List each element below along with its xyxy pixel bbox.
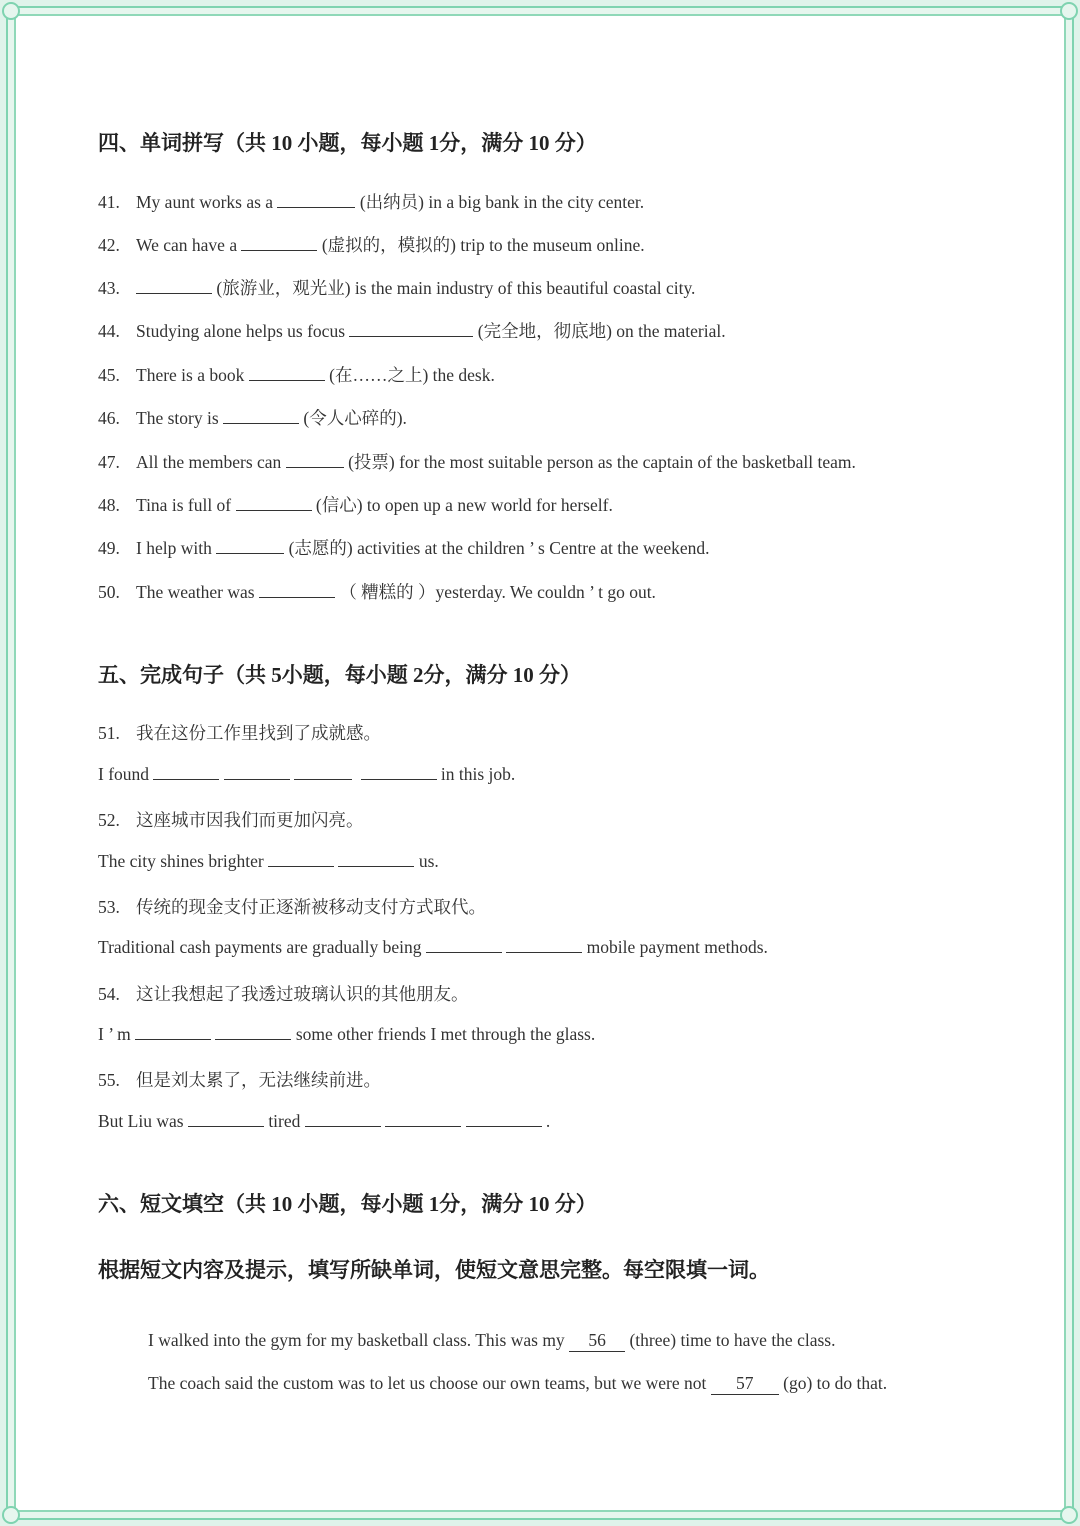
answer-blank[interactable] (223, 409, 299, 424)
question-text: All the members can (136, 452, 282, 472)
answer-blank[interactable] (259, 583, 335, 598)
answer-blank[interactable] (277, 193, 355, 208)
question-50 (98, 579, 656, 604)
question-text: There is a book (136, 365, 245, 385)
question-number: 44. (98, 321, 120, 341)
question-46 (98, 405, 407, 430)
question-text: Studying alone helps us focus (136, 321, 346, 341)
sentence-end: us. (418, 851, 439, 871)
question-hint: (完全地，彻底地) on the material. (477, 321, 726, 341)
answer-blank[interactable] (286, 453, 344, 468)
question-53-english (98, 937, 768, 958)
question-hint: (令人心碎的). (303, 408, 407, 428)
answer-blank[interactable] (215, 1025, 291, 1040)
question-text: We can have a (136, 235, 238, 255)
sentence-end: . (545, 1111, 551, 1131)
answer-blank[interactable] (349, 322, 473, 337)
question-hint: (旅游业，观光业) is the main industry of this beautiful coastal city. (216, 278, 696, 298)
sentence-start: The city shines brighter (98, 851, 264, 871)
question-number: 46. (98, 408, 120, 428)
sentence-start: Traditional cash payments are gradually being (98, 937, 422, 957)
question-number: 51. (98, 723, 120, 743)
answer-blank[interactable] (224, 765, 290, 780)
answer-blank[interactable] (236, 496, 312, 511)
question-52-english (98, 851, 439, 872)
chinese-sentence: 这让我想起了我透过玻璃认识的其他朋友。 (136, 984, 469, 1004)
corner-ornament (2, 2, 20, 20)
answer-blank[interactable] (268, 852, 334, 867)
question-text: Tina is full of (136, 495, 232, 515)
answer-blank[interactable] (294, 765, 352, 780)
passage-hint: (three) time to have the class. (629, 1330, 836, 1350)
sentence-middle: tired (268, 1111, 301, 1131)
question-48 (98, 492, 613, 517)
question-hint: (志愿的) activities at the children ’ s Centre at the weekend. (288, 538, 710, 558)
answer-blank[interactable] (361, 765, 437, 780)
answer-blank[interactable] (466, 1112, 542, 1127)
question-42 (98, 232, 645, 257)
question-47 (98, 449, 856, 474)
question-53-chinese (98, 894, 486, 919)
sentence-end: mobile payment methods. (586, 937, 768, 957)
question-number: 42. (98, 235, 120, 255)
sentence-start: I found (98, 764, 150, 784)
section-6-title: 六、短文填空（共 10 小题，每小题 1分，满分 10 分） (98, 1192, 597, 1216)
section-6-instruction: 根据短文内容及提示，填写所缺单词，使短文意思完整。每空限填一词。 (98, 1258, 770, 1282)
question-hint: (出纳员) in a big bank in the city center. (359, 192, 645, 212)
answer-blank[interactable] (241, 236, 317, 251)
question-number: 54. (98, 984, 120, 1004)
question-45 (98, 362, 495, 387)
answer-blank[interactable] (135, 1025, 211, 1040)
question-number: 52. (98, 810, 120, 830)
question-number: 49. (98, 538, 120, 558)
question-number: 55. (98, 1070, 120, 1090)
corner-ornament (1060, 1506, 1078, 1524)
corner-ornament (1060, 2, 1078, 20)
sentence-end: in this job. (440, 764, 516, 784)
passage-text: The coach said the custom was to let us choose our own teams, but we were not (148, 1373, 707, 1393)
answer-blank[interactable] (305, 1112, 381, 1127)
sentence-end: some other friends I met through the glass. (295, 1024, 596, 1044)
question-number: 41. (98, 192, 120, 212)
answer-blank[interactable] (153, 765, 219, 780)
passage-line-1 (148, 1330, 835, 1352)
question-51-chinese (98, 720, 381, 745)
question-hint: （ 糟糕的 ）yesterday. We couldn ’ t go out. (339, 582, 656, 602)
passage-line-2 (148, 1373, 887, 1395)
sentence-start: But Liu was (98, 1111, 184, 1131)
answer-blank[interactable] (426, 938, 502, 953)
answer-blank[interactable] (249, 366, 325, 381)
question-text: I help with (136, 538, 212, 558)
question-number: 43. (98, 278, 120, 298)
answer-blank-57[interactable]: 57 (711, 1373, 779, 1395)
sentence-start: I ’ m (98, 1024, 131, 1044)
passage-hint: (go) to do that. (783, 1373, 888, 1393)
chinese-sentence: 但是刘太累了，无法继续前进。 (136, 1070, 381, 1090)
answer-blank[interactable] (338, 852, 414, 867)
question-text: The weather was (136, 582, 255, 602)
section-4-title: 四、单词拼写（共 10 小题，每小题 1分，满分 10 分） (98, 131, 597, 155)
answer-blank[interactable] (136, 279, 212, 294)
question-text: The story is (136, 408, 219, 428)
question-55-chinese (98, 1067, 381, 1092)
question-hint: (虚拟的，模拟的) trip to the museum online. (321, 235, 645, 255)
question-51-english (98, 764, 515, 785)
question-hint: (在……之上) the desk. (329, 365, 495, 385)
answer-blank-56[interactable]: 56 (569, 1330, 625, 1352)
question-54-english (98, 1024, 595, 1045)
question-41 (98, 189, 644, 214)
question-44 (98, 318, 726, 343)
question-number: 48. (98, 495, 120, 515)
answer-blank[interactable] (506, 938, 582, 953)
corner-ornament (2, 1506, 20, 1524)
question-55-english (98, 1111, 550, 1132)
question-number: 47. (98, 452, 120, 472)
question-49 (98, 535, 710, 560)
chinese-sentence: 这座城市因我们而更加闪亮。 (136, 810, 364, 830)
chinese-sentence: 我在这份工作里找到了成就感。 (136, 723, 381, 743)
question-number: 45. (98, 365, 120, 385)
chinese-sentence: 传统的现金支付正逐渐被移动支付方式取代。 (136, 897, 486, 917)
question-54-chinese (98, 981, 469, 1006)
question-number: 50. (98, 582, 120, 602)
question-52-chinese (98, 807, 364, 832)
question-number: 53. (98, 897, 120, 917)
question-hint: (信心) to open up a new world for herself. (315, 495, 613, 515)
answer-blank[interactable] (188, 1112, 264, 1127)
answer-blank[interactable] (216, 539, 284, 554)
passage-text: I walked into the gym for my basketball class. This was my (148, 1330, 565, 1350)
question-hint: (投票) for the most suitable person as the captain of the basketball team. (348, 452, 856, 472)
question-text: My aunt works as a (136, 192, 274, 212)
answer-blank[interactable] (385, 1112, 461, 1127)
question-43 (98, 275, 695, 300)
section-5-title: 五、完成句子（共 5小题，每小题 2分，满分 10 分） (98, 663, 581, 687)
